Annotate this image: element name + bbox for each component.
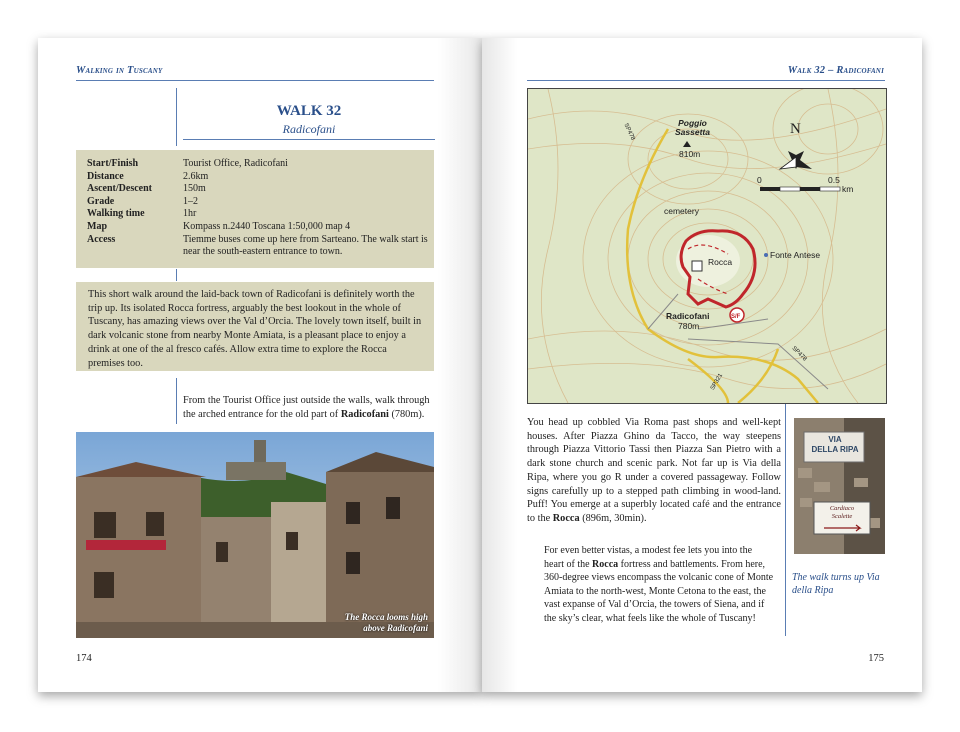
info-value: 1–2 <box>183 195 198 207</box>
info-label: Map <box>87 221 107 232</box>
intro-text: This short walk around the laid-back town of Radicofani is definitely worth the trip up. Its isolated Rocca fortress, arguably the best lookout in the whole of Tuscany, has amazing views over the Val d’Orcia. The lovely town itself, built in dark volcanic stone from nearby Monte Amiata, is a pleasant place to enjoy a drink at one of the al fresco cafés. Allow extra time to explore the Rocca premises too. <box>88 289 422 369</box>
right-page <box>482 38 922 692</box>
info-label: Ascent/Descent <box>87 183 152 195</box>
info-label: Start/Finish <box>87 158 139 169</box>
map-cemetery-label: cemetery <box>664 206 699 216</box>
info-label: Grade <box>87 195 115 207</box>
map-road-label: SP478 <box>790 345 808 363</box>
map-rocca-label: Rocca <box>708 257 733 267</box>
title-vertical-rule <box>176 88 177 146</box>
walk-subtitle: Radicofani <box>282 122 336 136</box>
info-box <box>76 150 434 268</box>
running-head-left: Walking in Tuscany <box>76 65 163 76</box>
intro-box <box>76 282 434 371</box>
info-value: 2.6km <box>183 170 209 182</box>
header-rule <box>76 80 434 81</box>
page-number-left: 174 <box>76 653 92 664</box>
info-value: 150m <box>183 183 206 195</box>
caption-vertical-rule <box>785 404 786 636</box>
map-peak-elevation: 810m <box>679 149 701 159</box>
map-road-label: SP321 <box>709 372 725 392</box>
map-town-label: Radicofani <box>666 311 710 321</box>
map-peak-label: Poggio Sassetta <box>675 118 710 137</box>
map-scale-zero: 0 <box>757 175 762 185</box>
rocca-photo-image <box>76 432 434 638</box>
body-paragraph-1: You head up cobbled Via Roma past shops and well-kept houses. After Piazza Ghino da Tacco, the way steepens through Piazza Vittorio Tassi then Piazza San Pietro with a dark stone church and scenic park. Not far up is Via della Ripa, where you go R under a covered passageway. Follow signs carefully up to a stepped path climbing in wood-land. Puff! You emerge at a superbly located café and the entrance to the Rocca (896m, 30min). <box>527 417 781 524</box>
running-head-right: Walk 32 – Radicofani <box>787 65 884 76</box>
info-value: Tiemme buses come up here from Sarteano. The walk start is near the south-eastern entrance to town. <box>183 233 428 258</box>
info-label: Walking time <box>87 208 145 220</box>
map-scale-half: 0.5 <box>828 175 840 185</box>
map-town-elevation: 780m <box>678 321 700 331</box>
walk-title: WALK 32 <box>276 103 342 119</box>
map-fonte-label: Fonte Antese <box>770 250 821 260</box>
info-value: Kompass n.2440 Toscana 1:50,000 map 4 <box>183 221 351 232</box>
photo-caption-right: The walk turns up Via della Ripa <box>792 572 880 596</box>
svg-text:S/F: S/F <box>731 314 741 320</box>
street-sign: VIA DELLA RIPA <box>811 435 859 454</box>
info-value: 1hr <box>183 208 197 220</box>
rocca-photo <box>76 432 434 638</box>
via-della-ripa-photo <box>794 418 885 554</box>
header-rule-right <box>527 80 885 81</box>
route-map <box>527 88 887 404</box>
body-paragraph-2: For even better vistas, a modest fee lets you into the heart of the Rocca fortress and battlements. From here, 360-degree views encompass the volcanic cone of Monte Amiata to the north-west, Monte Cetona to the east, the vast expanse of Val d’Orcia, the towers of Siena, and if the sky’s clear, what feels like the whole of Tuscany! <box>544 545 774 624</box>
left-page <box>38 38 482 692</box>
map-road-label: SP478 <box>622 122 636 142</box>
route-start-text: From the Tourist Office just outside the walls, walk through the arched entrance for the old part of Radicofani (780m). <box>183 395 430 420</box>
info-label: Distance <box>87 170 124 182</box>
map-scale-unit: km <box>842 184 854 194</box>
box-connector <box>176 269 177 281</box>
photo-caption-left: The Rocca looms high above Radicofani <box>344 612 428 633</box>
route-vertical-rule <box>176 378 177 424</box>
page-number-right: 175 <box>868 653 884 664</box>
info-label: Access <box>87 233 116 245</box>
map-north-arrow-label: N <box>790 121 801 137</box>
info-value: Tourist Office, Radicofani <box>183 158 288 169</box>
title-rule <box>183 139 435 140</box>
direction-sign: Cardiaco Scalette <box>829 505 855 520</box>
